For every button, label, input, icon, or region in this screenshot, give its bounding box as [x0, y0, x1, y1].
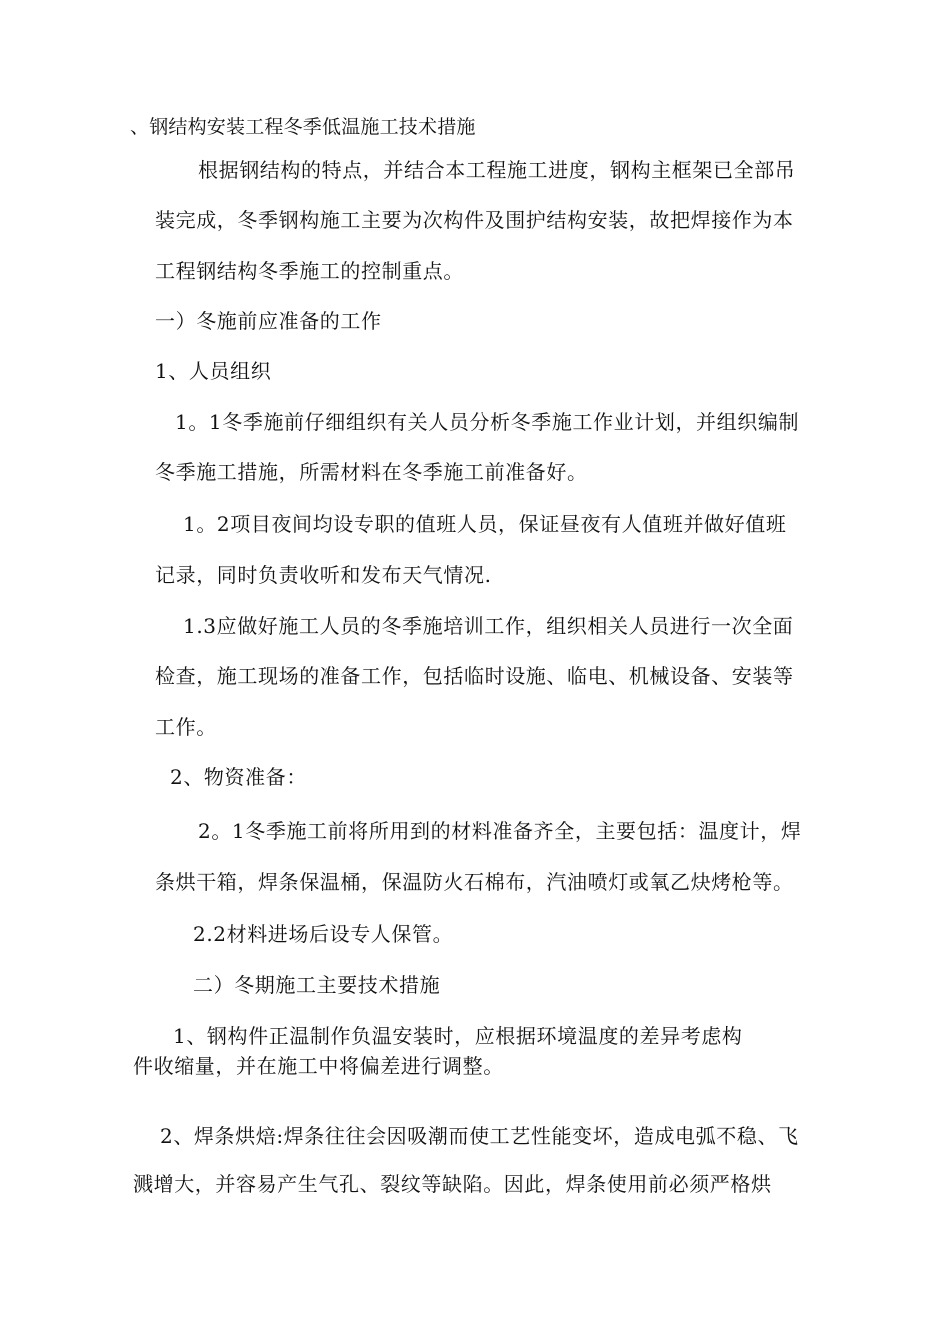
- item-1-3-line-1: 1.3应做好施工人员的冬季施培训工作，组织相关人员进行一次全面: [183, 614, 794, 638]
- measure-1-line-1: 1、钢构件正温制作负温安装时，应根据环境温度的差异考虑构: [173, 1024, 743, 1048]
- item-1-3-line-3: 工作。: [155, 715, 217, 739]
- item-1-2-line-1: 1。2项目夜间均设专职的值班人员，保证昼夜有人值班并做好值班: [183, 512, 787, 536]
- item-1-1-line-1: 1。1冬季施前仔细组织有关人员分析冬季施工作业计划，并组织编制: [175, 410, 800, 434]
- intro-line-3: 工程钢结构冬季施工的控制重点。: [155, 259, 464, 283]
- item-2-1-line-2: 条烘干箱，焊条保温桶，保温防火石棉布，汽油喷灯或氧乙炔烤枪等。: [155, 870, 794, 894]
- item-1-1-line-2: 冬季施工措施，所需材料在冬季施工前准备好。: [155, 460, 588, 484]
- measure-2-line-2: 溅增大，并容易产生气孔、裂纹等缺陷。因此，焊条使用前必须严格烘: [133, 1172, 772, 1196]
- intro-line-2: 装完成，冬季钢构施工主要为次构件及围护结构安装，故把焊接作为本: [155, 208, 794, 232]
- section-2-heading: 二）冬期施工主要技术措施: [193, 973, 441, 997]
- subsection-2-heading: 2、物资准备：: [170, 765, 307, 789]
- intro-line-1: 根据钢结构的特点，并结合本工程施工进度，钢构主框架已全部吊: [198, 158, 796, 182]
- measure-2-line-1: 2、焊条烘焙:焊条往往会因吸潮而使工艺性能变坏，造成电弧不稳、飞: [160, 1124, 799, 1148]
- item-1-2-line-2: 记录，同时负责收听和发布天气情况.: [155, 563, 492, 587]
- document-title: 、钢结构安装工程冬季低温施工技术措施: [130, 116, 476, 138]
- section-1-heading: 一）冬施前应准备的工作: [155, 309, 382, 333]
- measure-1-line-2: 件收缩量，并在施工中将偏差进行调整。: [133, 1054, 504, 1078]
- item-2-1-line-1: 2。1冬季施工前将所用到的材料准备齐全，主要包括：温度计，焊: [198, 819, 802, 843]
- item-2-2: 2.2材料进场后设专人保管。: [193, 922, 454, 946]
- subsection-1-heading: 1、人员组织: [155, 359, 272, 383]
- item-1-3-line-2: 检查，施工现场的准备工作，包括临时设施、临电、机械设备、安装等: [155, 664, 794, 688]
